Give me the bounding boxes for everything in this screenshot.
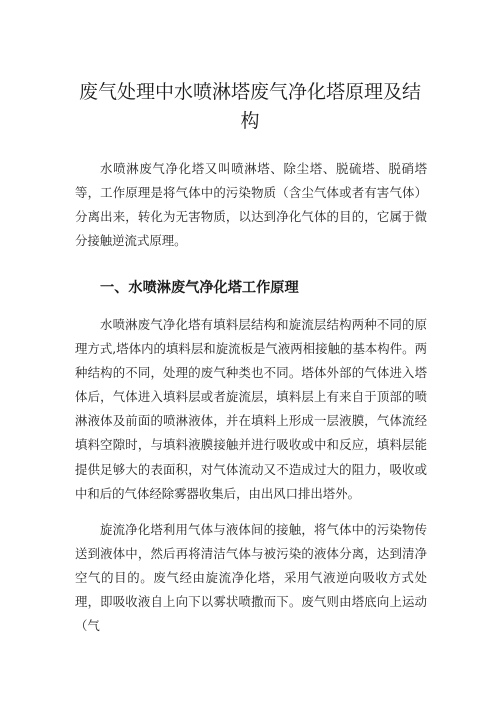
section-paragraph-2: 旋流净化塔利用气体与液体间的接触，将气体中的污染物传送到液体中，然后再将清洁气体与被污染的液体分离，达到清净空气的目的。废气经由旋流净化塔，采用气液逆向吸收方式处理，即吸收液自上向下以雾状喷撒而下。废气则由塔底向上运动（气 <box>75 522 427 634</box>
section-heading: 一、水喷淋废气净化塔工作原理 <box>100 280 299 296</box>
document-title: 废气处理中水喷淋塔废气净化塔原理及结构 <box>78 81 421 132</box>
section-paragraph-1: 水喷淋废气净化塔有填料层结构和旋流层结构两种不同的原理方式,塔体内的填料层和旋流板是气液两相接触的基本构件。两种结构的不同，处理的废气种类也不同。塔体外部的气体进入塔体后，气体进入填料层或者旋流层，填料层上有来自于顶部的喷淋液体及前面的喷淋液体，并在填料上形成一层液膜，气体流经填料空隙时，与填料液膜接触并进行吸收或中和反应，填料层能提供足够大的表面积，对气体流动又不造成过大的阻力，吸收或中和后的气体经除雾器收集后，由出风口排出塔外。 <box>75 317 427 501</box>
intro-paragraph: 水喷淋废气净化塔又叫喷淋塔、除尘塔、脱硫塔、脱硝塔等，工作原理是将气体中的污染物质（含尘气体或者有害气体）分离出来，转化为无害物质，以达到净化气体的目的，它属于微分接触逆流式原理。 <box>75 161 427 249</box>
